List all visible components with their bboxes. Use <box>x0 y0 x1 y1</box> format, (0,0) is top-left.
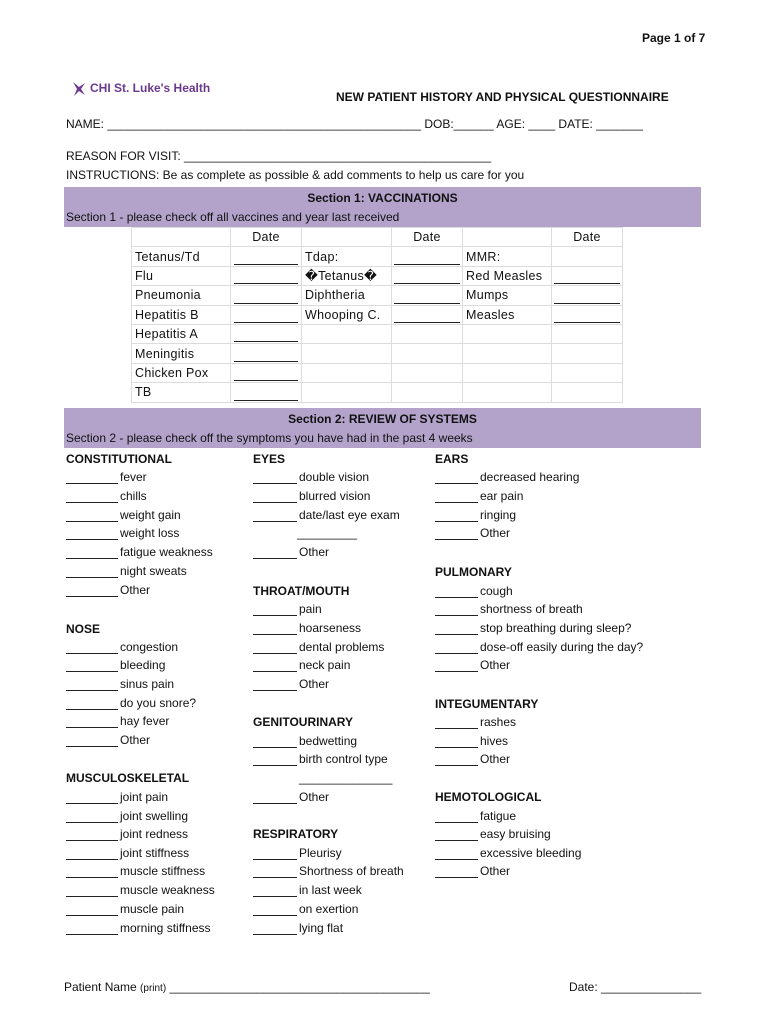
symptom-row[interactable] <box>66 658 165 674</box>
symptom-row[interactable] <box>66 696 196 712</box>
symptom-row[interactable] <box>253 470 369 486</box>
symptom-label: hoarseness <box>299 621 362 635</box>
symptom-row[interactable] <box>253 864 404 880</box>
instructions: INSTRUCTIONS: Be as complete as possible & add comments to help us care for you <box>66 168 525 182</box>
vaccine-date-cell <box>392 247 463 266</box>
symptom-label: Other <box>299 677 330 691</box>
symptom-row[interactable] <box>66 470 147 486</box>
symptom-label: cough <box>480 584 513 598</box>
section2-title: Section 2: REVIEW OF SYSTEMS <box>288 412 477 426</box>
symptom-label: Other <box>299 790 330 804</box>
symptom-row[interactable] <box>253 621 361 637</box>
symptom-label: on exertion <box>299 902 359 916</box>
check-line[interactable] <box>435 734 478 748</box>
throat-mouth-heading: THROAT/MOUTH <box>253 584 350 598</box>
check-line[interactable] <box>66 564 118 578</box>
symptom-row[interactable] <box>66 640 178 656</box>
symptom-label: weight loss <box>120 526 180 540</box>
symptom-label: blurred vision <box>299 489 371 503</box>
date-header: Date <box>552 228 623 247</box>
symptom-row[interactable] <box>253 734 357 750</box>
vaccine-date-field[interactable] <box>231 247 302 266</box>
symptom-label: double vision <box>299 470 370 484</box>
check-line[interactable] <box>435 846 478 860</box>
symptom-row[interactable] <box>66 714 169 730</box>
check-line[interactable] <box>435 584 478 598</box>
respiratory-heading: RESPIRATORY <box>253 827 339 841</box>
symptom-label: fever <box>120 470 147 484</box>
symptom-label: stop breathing during sleep? <box>480 621 632 635</box>
check-line[interactable] <box>253 752 297 766</box>
symptom-row[interactable] <box>253 545 329 561</box>
check-line[interactable] <box>66 640 118 654</box>
vaccine-date-field[interactable] <box>231 383 302 402</box>
hemotological-heading: HEMOTOLOGICAL <box>435 790 542 804</box>
vaccine-date-field[interactable] <box>552 286 623 305</box>
symptom-label: dental problems <box>299 640 385 654</box>
name-dob-line[interactable]: NAME: _______________________________________________ DOB:______ AGE: ____ DATE: _______ <box>66 117 643 131</box>
symptom-label: muscle pain <box>120 902 185 916</box>
symptom-row[interactable] <box>253 508 400 524</box>
symptom-label: ear pain <box>480 489 524 503</box>
check-line[interactable] <box>66 883 118 897</box>
symptom-label: date/last eye exam <box>299 508 400 522</box>
symptom-row[interactable] <box>253 640 384 656</box>
symptom-row[interactable] <box>435 526 510 542</box>
symptom-label: easy bruising <box>480 827 551 841</box>
symptom-label: joint redness <box>120 827 189 841</box>
form-title: NEW PATIENT HISTORY AND PHYSICAL QUESTIONNAIRE <box>336 90 669 104</box>
symptom-label: chills <box>120 489 147 503</box>
symptom-label: hay fever <box>120 714 170 728</box>
check-line[interactable] <box>66 583 118 597</box>
check-line[interactable] <box>435 752 478 766</box>
symptom-label: night sweats <box>120 564 187 578</box>
vaccine-label: Meningitis <box>132 344 231 363</box>
vaccine-label: Measles <box>463 305 552 324</box>
vaccine-label: �Tetanus� <box>302 266 392 285</box>
check-line[interactable] <box>66 714 118 728</box>
vaccine-date-field[interactable] <box>392 305 463 324</box>
symptom-row[interactable] <box>253 902 358 918</box>
vaccine-label: Pneumonia <box>132 286 231 305</box>
symptom-row[interactable] <box>253 790 329 806</box>
symptom-row[interactable] <box>435 715 516 731</box>
symptom-label: joint swelling <box>120 809 189 823</box>
nose-heading: NOSE <box>66 622 101 636</box>
date-header: Date <box>231 228 302 247</box>
ears-heading: EARS <box>435 452 469 466</box>
symptom-label: Other <box>480 658 511 672</box>
symptom-label: Pleurisy <box>299 846 342 860</box>
musculoskeletal-heading: MUSCULOSKELETAL <box>66 771 190 785</box>
patient-name-line[interactable]: _______________________________________ <box>169 980 430 994</box>
check-line[interactable] <box>253 489 297 503</box>
symptom-label: Other <box>480 864 511 878</box>
symptom-row[interactable] <box>66 902 184 918</box>
logo <box>70 80 210 98</box>
symptom-row[interactable] <box>435 846 581 862</box>
vaccine-date-field[interactable] <box>392 266 463 285</box>
symptom-label: do you snore? <box>120 696 197 710</box>
symptom-label: fatigue <box>480 809 517 823</box>
symptom-row[interactable] <box>435 809 516 825</box>
symptom-row[interactable] <box>253 846 342 862</box>
symptom-label: pain <box>299 602 322 616</box>
symptom-row[interactable] <box>66 846 189 862</box>
integumentary-heading: INTEGUMENTARY <box>435 697 539 711</box>
symptom-row[interactable] <box>435 827 551 843</box>
symptom-label: muscle stiffness <box>120 864 206 878</box>
vaccine-label: MMR: <box>463 247 552 266</box>
check-line[interactable] <box>66 658 118 672</box>
symptom-row[interactable] <box>66 733 150 749</box>
vaccine-date-field[interactable] <box>231 344 302 363</box>
symptom-row[interactable] <box>253 602 322 618</box>
cross-logo-icon <box>70 80 88 98</box>
check-line[interactable] <box>66 677 118 691</box>
symptom-label: rashes <box>480 715 517 729</box>
check-line[interactable] <box>253 602 297 616</box>
symptom-row[interactable] <box>66 883 215 899</box>
symptom-label: dose-off easily during the day? <box>480 640 644 654</box>
symptom-row[interactable] <box>66 921 211 937</box>
symptom-label: muscle weakness <box>120 883 215 897</box>
eyes-heading: EYES <box>253 452 286 466</box>
vaccine-label: Red Measles <box>463 266 552 285</box>
check-line[interactable] <box>253 470 297 484</box>
vaccine-date-field[interactable] <box>231 305 302 324</box>
check-line[interactable] <box>435 602 478 616</box>
vaccine-label: Tdap: <box>302 247 392 266</box>
symptom-label: joint pain <box>120 790 169 804</box>
patient-name-field[interactable] <box>64 980 430 994</box>
symptom-label: ringing <box>480 508 517 522</box>
date-header: Date <box>392 228 463 247</box>
check-line[interactable] <box>435 508 478 522</box>
check-line[interactable] <box>435 640 478 654</box>
symptom-label: morning stiffness <box>120 921 211 935</box>
check-line[interactable] <box>253 621 297 635</box>
patient-name-label: Patient Name <box>64 980 137 994</box>
symptom-row[interactable] <box>66 545 213 561</box>
symptom-row[interactable] <box>66 526 179 542</box>
vaccine-date-field[interactable] <box>552 305 623 324</box>
symptom-row[interactable] <box>66 809 188 825</box>
symptom-label: shortness of breath <box>480 602 583 616</box>
check-line[interactable] <box>66 696 118 710</box>
vaccine-date-field[interactable] <box>231 363 302 382</box>
check-line[interactable] <box>66 470 118 484</box>
check-line[interactable] <box>66 827 118 841</box>
check-line[interactable] <box>435 658 478 672</box>
symptom-row[interactable] <box>435 621 631 637</box>
genitourinary-heading: GENITOURINARY <box>253 715 354 729</box>
vaccine-label: Whooping C. <box>302 305 392 324</box>
symptom-row[interactable] <box>253 489 370 505</box>
section2-header <box>64 408 701 448</box>
check-line[interactable] <box>253 677 297 691</box>
check-line[interactable] <box>435 864 478 878</box>
check-line[interactable] <box>66 733 118 747</box>
check-line[interactable] <box>253 658 297 672</box>
check-line[interactable] <box>253 640 297 654</box>
check-line[interactable] <box>253 902 297 916</box>
check-line[interactable] <box>66 864 118 878</box>
vaccine-label: TB <box>132 383 231 402</box>
vaccine-date-field[interactable] <box>231 266 302 285</box>
check-line[interactable] <box>66 508 118 522</box>
symptom-row[interactable] <box>66 508 181 524</box>
check-line[interactable] <box>66 526 118 540</box>
symptom-label: joint stiffness <box>120 846 190 860</box>
symptom-label: Other <box>480 526 511 540</box>
symptom-row[interactable] <box>66 564 187 580</box>
symptom-row[interactable] <box>253 752 388 768</box>
check-line[interactable] <box>253 864 297 878</box>
symptom-label: Other <box>120 583 151 597</box>
symptom-row[interactable] <box>253 921 343 937</box>
check-line[interactable] <box>435 827 478 841</box>
symptom-label: hives <box>480 734 509 748</box>
check-line[interactable] <box>435 470 478 484</box>
reason-for-visit-line[interactable]: REASON FOR VISIT: ______________________________________________ <box>66 149 492 163</box>
vaccine-label: Flu <box>132 266 231 285</box>
symptom-row[interactable] <box>66 827 188 843</box>
check-line[interactable] <box>253 545 297 559</box>
symptom-label: Other <box>299 545 330 559</box>
eye-exam-date-line[interactable]: _________ <box>297 526 358 540</box>
symptom-label: bleeding <box>120 658 166 672</box>
symptom-row[interactable] <box>253 883 362 899</box>
symptom-row[interactable] <box>435 640 643 656</box>
symptom-label: neck pain <box>299 658 351 672</box>
footer-date-field[interactable]: Date: _______________ <box>569 980 702 994</box>
constitutional-heading: CONSTITUTIONAL <box>66 452 172 466</box>
vaccine-date-field[interactable] <box>392 286 463 305</box>
vaccine-label: Tetanus/Td <box>132 247 231 266</box>
symptom-row[interactable] <box>253 658 350 674</box>
vaccine-label: Mumps <box>463 286 552 305</box>
check-line[interactable] <box>253 790 297 804</box>
section2-subtitle: Section 2 - please check off the symptoms you have had in the past 4 weeks <box>66 431 473 445</box>
symptom-row[interactable] <box>435 864 510 880</box>
symptom-row[interactable] <box>66 677 174 693</box>
vaccine-date-field[interactable] <box>231 324 302 343</box>
vaccine-label: Diphtheria <box>302 286 392 305</box>
symptom-row[interactable] <box>66 790 168 806</box>
check-line[interactable] <box>435 526 478 540</box>
check-line[interactable] <box>66 921 118 935</box>
symptom-row[interactable] <box>253 677 329 693</box>
check-line[interactable] <box>66 545 118 559</box>
symptom-label: Other <box>120 733 151 747</box>
check-line[interactable] <box>435 489 478 503</box>
symptom-row[interactable] <box>435 752 510 768</box>
check-line[interactable] <box>253 508 297 522</box>
symptom-row[interactable] <box>66 864 205 880</box>
vaccine-label: Chicken Pox <box>132 363 231 382</box>
birth-control-type-line[interactable]: ______________ <box>299 771 393 785</box>
symptom-label: lying flat <box>299 921 344 935</box>
vaccine-date-field[interactable] <box>552 266 623 285</box>
logo-text: CHI St. Luke's Health <box>90 81 211 96</box>
symptom-label: weight gain <box>120 508 181 522</box>
symptom-label: birth control type <box>299 752 388 766</box>
check-line[interactable] <box>253 883 297 897</box>
check-line[interactable] <box>66 489 118 503</box>
check-line[interactable] <box>435 621 478 635</box>
check-line[interactable] <box>66 846 118 860</box>
section1-header <box>64 187 701 227</box>
check-line[interactable] <box>435 809 478 823</box>
vaccine-date-field[interactable] <box>231 286 302 305</box>
section1-title: Section 1: VACCINATIONS <box>307 191 458 205</box>
check-line[interactable] <box>66 902 118 916</box>
symptom-label: sinus pain <box>120 677 175 691</box>
symptom-row[interactable] <box>435 489 523 505</box>
section1-subtitle: Section 1 - please check off all vaccines and year last received <box>66 210 400 224</box>
print-label: (print) <box>140 983 167 994</box>
symptom-label: Shortness of breath <box>299 864 404 878</box>
symptom-row[interactable] <box>435 584 513 600</box>
symptom-row[interactable] <box>435 658 510 674</box>
check-line[interactable] <box>66 809 118 823</box>
symptom-row[interactable] <box>435 602 583 618</box>
symptom-row[interactable] <box>435 508 516 524</box>
symptom-row[interactable] <box>435 734 508 750</box>
symptom-label: bedwetting <box>299 734 358 748</box>
symptom-label: excessive bleeding <box>480 846 582 860</box>
pulmonary-heading: PULMONARY <box>435 565 512 579</box>
symptom-label: fatigue weakness <box>120 545 213 559</box>
vaccine-label: Hepatitis B <box>132 305 231 324</box>
check-line[interactable] <box>253 846 297 860</box>
symptom-row[interactable] <box>66 489 147 505</box>
page-number: Page 1 of 7 <box>642 31 706 45</box>
symptom-row[interactable] <box>66 583 150 599</box>
symptom-row[interactable] <box>435 470 579 486</box>
symptom-label: in last week <box>299 883 362 897</box>
vaccination-table <box>131 227 623 403</box>
check-line[interactable] <box>435 715 478 729</box>
vaccine-label: Hepatitis A <box>132 324 231 343</box>
check-line[interactable] <box>66 790 118 804</box>
symptom-label: decreased hearing <box>480 470 580 484</box>
check-line[interactable] <box>253 921 297 935</box>
symptom-label: congestion <box>120 640 179 654</box>
check-line[interactable] <box>253 734 297 748</box>
symptom-label: Other <box>480 752 511 766</box>
